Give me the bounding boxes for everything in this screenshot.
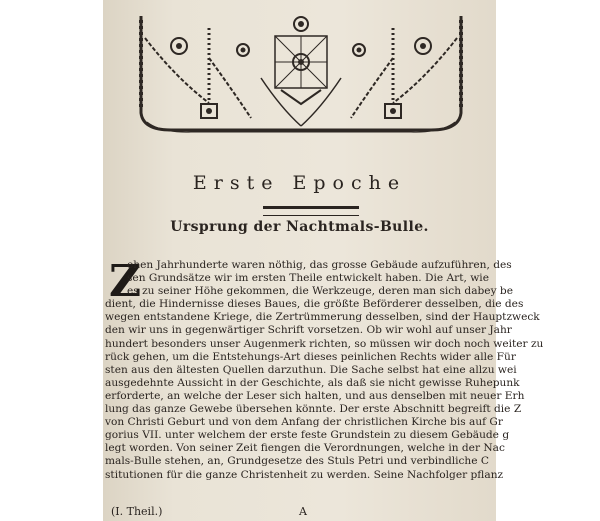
text-line: hundert besonders unser Augenmerk richten, so müssen wir doch noch weiter zu (105, 337, 544, 350)
book-page (103, 0, 544, 521)
text-line: ausgedehnte Aussicht in der Geschichte, als daß sie nicht gewisse Ruhepunk (105, 376, 520, 389)
text-line: mals-Bulle stehen, an, Grundgesetze des Stuls Petri und verbindliche C (105, 455, 490, 468)
text-line: lung das ganze Gewebe übersehen könnte. Der erste Abschnitt begreift die Z (105, 403, 522, 416)
text-line: sen Grundsätze wir im ersten Theile entwickelt haben. Die Art, wie (127, 272, 489, 285)
ornamental-headpiece (131, 8, 471, 140)
text-line: ehen Jahrhunderte waren nöthig, das grosse Gebäude aufzuführen, des (127, 259, 512, 271)
text-line: erforderte, an welche der Leser sich halten, und aus denselben mit neuer Erh (105, 389, 525, 402)
chapter-title: Ursprung der Nachtmals-Bulle. (170, 219, 429, 235)
text-line: sten aus den ältesten Quellen darzuthun. Die Sache selbst hat eine allzu wei (105, 363, 517, 376)
drop-capital: Z (109, 256, 142, 307)
text-line: rück gehen, um die Entstehungs-Art dieses peinlichen Rechts wider alle Für (105, 350, 516, 363)
text-line: stitutionen für die ganze Christenheit zu werden. Seine Nachfolger pflanz (105, 468, 504, 481)
signature-mark: A (299, 505, 307, 518)
volume-note: (I. Theil.) (111, 505, 163, 518)
text-line: von Christi Geburt und von dem Anfang der christlichen Kirche bis auf Gr (105, 416, 503, 429)
text-line: wegen entstandene Kriege, die Zertrümmerung desselben, sind der Hauptzweck (105, 311, 540, 324)
text-line: dient, die Hindernisse dieses Baues, die größte Beförderer desselben, die des (105, 298, 524, 311)
text-line: gorius VII. unter welchem der erste feste Grundstein zu diesem Gebäude g (105, 429, 510, 442)
text-line: den wir uns in gegenwärtiger Schrift vorsetzen. Ob wir wohl auf unser Jahr (105, 324, 512, 337)
body-text (105, 256, 544, 482)
text-line: es zu seiner Höhe gekommen, die Werkzeuge, deren man sich dabey be (127, 285, 513, 298)
text-line: legt worden. Von seiner Zeit fiengen die Verordnungen, welche in der Nac (105, 442, 505, 455)
heading-rule (263, 206, 359, 216)
epoch-heading: Erste Epoche (192, 172, 407, 194)
